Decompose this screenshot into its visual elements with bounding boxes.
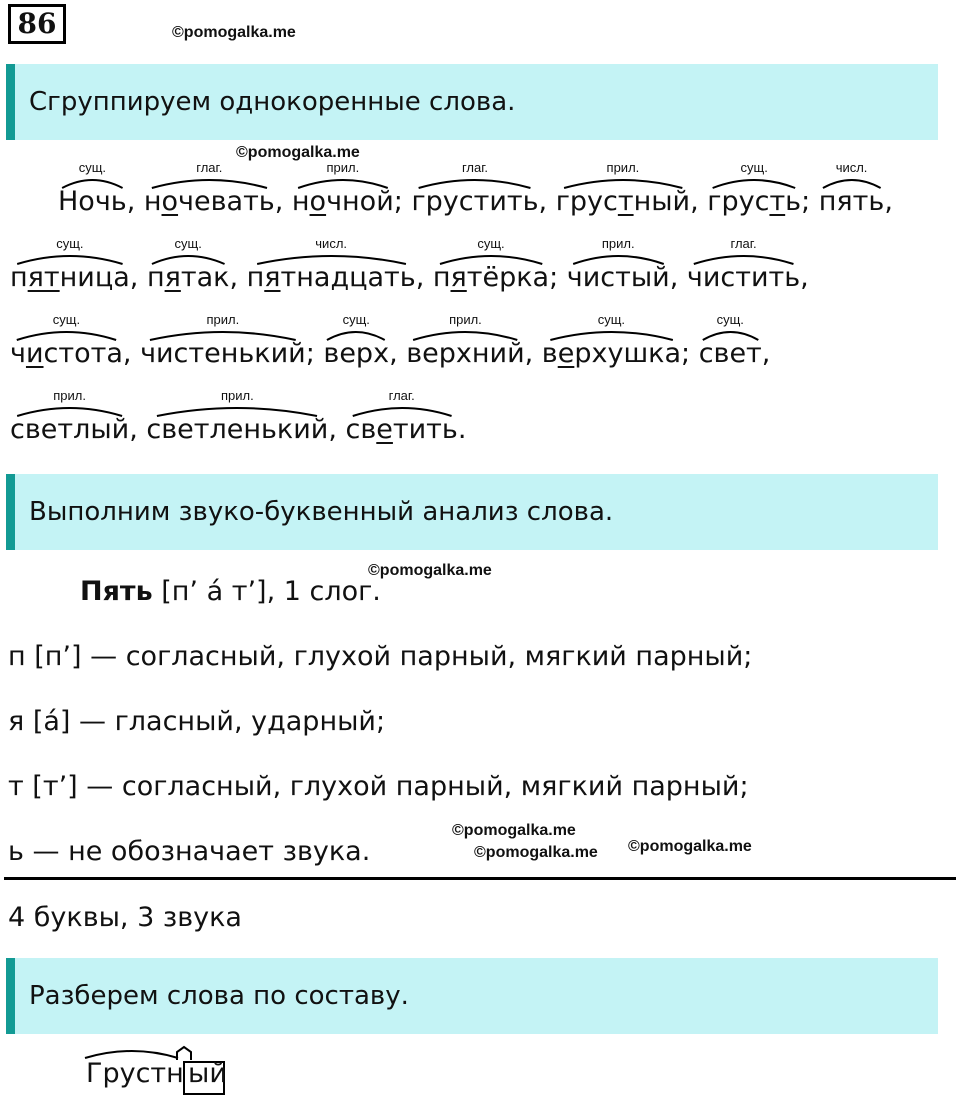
punctuation: , [122, 338, 141, 369]
root-arc [542, 327, 681, 341]
part-of-speech-label: прил. [601, 236, 635, 251]
word-part: н [291, 186, 310, 217]
word [247, 236, 416, 293]
root-arc [406, 327, 524, 341]
punctuation: , [538, 186, 556, 217]
punctuation: , [669, 262, 687, 293]
word [147, 236, 230, 293]
word [556, 160, 690, 217]
underlined-letter: о [309, 186, 327, 217]
root-arc [58, 175, 127, 189]
part-of-speech-label: глаг. [461, 160, 488, 175]
underlined-letter: т [617, 186, 634, 217]
word-part: н [143, 186, 162, 217]
analysis-line-2: я [а́] — гласный, ударный; [8, 706, 386, 737]
punctuation: . [457, 414, 467, 445]
underlined-letter: ят [27, 262, 60, 293]
punctuation: , [274, 186, 292, 217]
punctuation: , [328, 414, 346, 445]
part-of-speech-label: сущ. [78, 160, 106, 175]
part-of-speech-label: сущ. [52, 312, 81, 327]
root-arc [707, 175, 801, 189]
word [819, 160, 885, 217]
punctuation: , [389, 338, 407, 369]
root-arc [323, 327, 389, 341]
punctuation: ; [801, 186, 819, 217]
root-arc [10, 327, 123, 341]
underlined-letter: т [769, 186, 786, 217]
word-part: тёрка [466, 262, 550, 293]
root-arc [346, 403, 458, 417]
word-part: верхний [406, 338, 525, 369]
word [140, 312, 306, 369]
punctuation: , [129, 262, 147, 293]
root-arc [140, 327, 306, 341]
root-arc [819, 175, 885, 189]
part-of-speech-label: числ. [315, 236, 348, 251]
word-part: светленький [146, 414, 329, 445]
word-part: п [432, 262, 451, 293]
word-line-3 [10, 312, 770, 374]
part-of-speech-label: глаг. [196, 160, 223, 175]
word-part: свет [698, 338, 762, 369]
root-arc [10, 251, 130, 265]
word-part: п [10, 262, 28, 293]
root-arc [411, 175, 538, 189]
word-part: тить [392, 414, 458, 445]
root-arc [699, 327, 762, 341]
watermark: ©pomogalka.me [628, 838, 752, 855]
word-part: св [345, 414, 377, 445]
watermark: ©pomogalka.me [172, 24, 296, 41]
word [699, 312, 762, 369]
word-part: чевать [178, 186, 275, 217]
word-part: верх [323, 338, 390, 369]
root-arc [556, 175, 690, 189]
root-arc [433, 251, 549, 265]
analysis-transcription: [п’ а́ т’], 1 слог. [152, 576, 381, 607]
word-part: п [146, 262, 165, 293]
watermark: ©pomogalka.me [474, 844, 598, 861]
punctuation: , [415, 262, 433, 293]
word-part: стота [43, 338, 123, 369]
word-part: в [541, 338, 558, 369]
word [58, 160, 127, 217]
section-heading-1: Сгруппируем однокоренные слова. [6, 64, 938, 140]
punctuation: , [800, 262, 809, 293]
word [144, 160, 275, 217]
root-arc [567, 251, 670, 265]
word [10, 312, 123, 369]
word-line-1 [58, 160, 893, 222]
word-part: светлый [10, 414, 130, 445]
part-of-speech-label: прил. [326, 160, 360, 175]
underlined-letter: е [376, 414, 393, 445]
word [433, 236, 549, 293]
word-part: чной [326, 186, 394, 217]
part-of-speech-label: сущ. [716, 312, 744, 327]
word [687, 236, 800, 293]
underlined-letter: и [25, 338, 44, 369]
root-arc [85, 1051, 178, 1058]
root-arc [146, 403, 328, 417]
word-part: ный [633, 186, 691, 217]
analysis-word [80, 576, 381, 607]
analysis-line-1: п [п’] — согласный, глухой парный, мягкий парный; [8, 641, 753, 672]
morph-ending: ый [188, 1058, 227, 1089]
punctuation: , [690, 186, 708, 217]
punctuation: , [884, 186, 893, 217]
word [411, 160, 538, 217]
punctuation: , [524, 338, 542, 369]
word-part: чистить [686, 262, 801, 293]
root-arc [292, 175, 394, 189]
part-of-speech-label: прил. [53, 388, 86, 403]
word-part: грус [707, 186, 770, 217]
watermark: ©pomogalka.me [236, 144, 360, 161]
word-part: ч [10, 338, 26, 369]
punctuation: ; [393, 186, 412, 217]
punctuation: , [129, 414, 147, 445]
word [346, 388, 458, 445]
part-of-speech-label: глаг. [730, 236, 757, 251]
punctuation: , [761, 338, 771, 369]
analysis-word-bold: Пять [80, 576, 153, 607]
word-part: пять [818, 186, 885, 217]
word-line-2 [10, 236, 809, 298]
word-part: ь [785, 186, 802, 217]
word-part: рхушка [574, 338, 681, 369]
word [10, 236, 130, 293]
word-part: грустить [411, 186, 539, 217]
word-part: тнадцать [280, 262, 416, 293]
word [10, 388, 129, 445]
word-part: так [180, 262, 230, 293]
word-part: чистый [566, 262, 670, 293]
word [567, 236, 670, 293]
divider [4, 877, 956, 880]
punctuation: , [229, 262, 247, 293]
root-arc [247, 251, 416, 265]
part-of-speech-label: прил. [221, 388, 254, 403]
word-part: грус [555, 186, 618, 217]
punctuation: , [126, 186, 144, 217]
part-of-speech-label: сущ. [740, 160, 768, 175]
section-heading-3: Разберем слова по составу. [6, 958, 938, 1034]
word-part: п [246, 262, 265, 293]
root-arc [10, 403, 129, 417]
part-of-speech-label: прил. [606, 160, 640, 175]
word [707, 160, 801, 217]
letters-sounds-summary: 4 буквы, 3 звука [8, 902, 242, 933]
root-arc [147, 251, 230, 265]
punctuation: ; [549, 262, 567, 293]
task-number: 86 [8, 4, 66, 44]
word [146, 388, 328, 445]
part-of-speech-label: прил. [206, 312, 240, 327]
morph-stem: Грустн [86, 1058, 184, 1089]
part-of-speech-label: сущ. [174, 236, 202, 251]
word-part: чистенький [140, 338, 306, 369]
watermark: ©pomogalka.me [368, 562, 492, 579]
word-part: ница [59, 262, 130, 293]
analysis-line-3: т [т’] — согласный, глухой парный, мягкий парный; [8, 771, 749, 802]
underlined-letter: е [557, 338, 575, 369]
word-part: Ночь [58, 186, 127, 217]
part-of-speech-label: сущ. [597, 312, 626, 327]
part-of-speech-label: глаг. [388, 388, 415, 403]
punctuation: ; [681, 338, 699, 369]
root-arc [144, 175, 275, 189]
word [542, 312, 681, 369]
part-of-speech-label: сущ. [342, 312, 370, 327]
section-heading-2: Выполним звуко-буквенный анализ слова. [6, 474, 938, 550]
underlined-letter: о [161, 186, 179, 217]
word [323, 312, 389, 369]
underlined-letter: я [264, 262, 281, 293]
part-of-speech-label: сущ. [477, 236, 505, 251]
underlined-letter: я [450, 262, 467, 293]
word [292, 160, 394, 217]
part-of-speech-label: числ. [835, 160, 868, 175]
word [406, 312, 524, 369]
part-of-speech-label: прил. [449, 312, 482, 327]
word-line-4 [10, 388, 466, 450]
watermark: ©pomogalka.me [452, 822, 576, 839]
root-arc [687, 251, 800, 265]
part-of-speech-label: сущ. [56, 236, 84, 251]
underlined-letter: я [164, 262, 181, 293]
punctuation: ; [305, 338, 324, 369]
analysis-line-4: ь — не обозначает звука. [8, 836, 371, 867]
